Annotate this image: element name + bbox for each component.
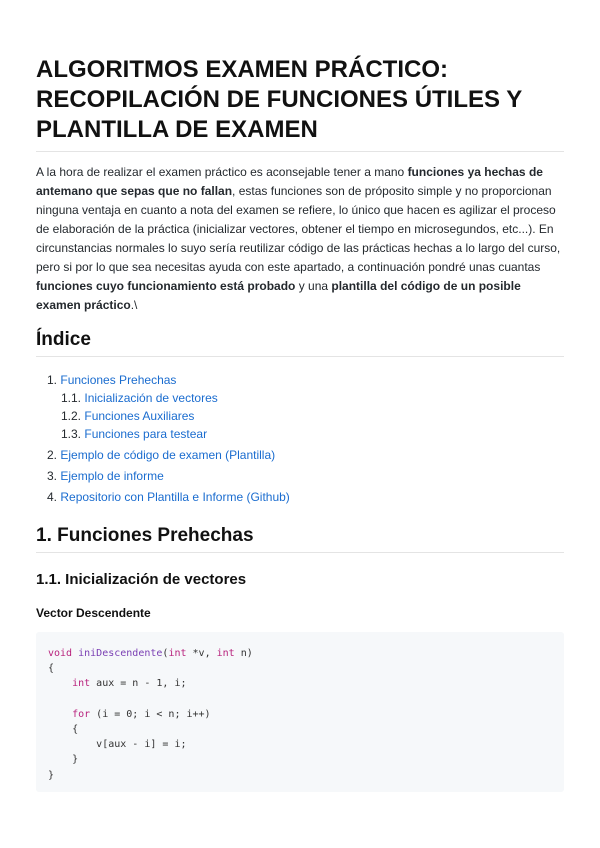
- toc-item-2: 2. Ejemplo de código de examen (Plantilla): [47, 448, 276, 462]
- title-divider: [36, 151, 564, 152]
- toc-item-3: 3. Ejemplo de informe: [47, 469, 164, 483]
- index-divider: [36, 356, 564, 357]
- section-1-1-heading: 1.1. Inicialización de vectores: [36, 571, 247, 588]
- code-block: void iniDescendente(int *v, int n) { int aux = n - 1, i; for (i = 0; i < n; i++) { v[aux - i] = i; } }: [36, 632, 564, 792]
- toc-item-1: 1. Funciones Prehechas: [47, 373, 177, 387]
- section-1-divider: [36, 552, 564, 553]
- intro-paragraph: A la hora de realizar el examen práctico es aconsejable tener a mano funciones ya hechas de antemano que sepas que no fallan, estas funciones son de próposito simple y no proporcionan ninguna ventaja en cuanto a nota del examen se refiere, lo único que hacen es agilizar el proceso de elaboración de la práctica (inicializar vectores, obtener el tiempo en microsegundos, etc...). En circunstancias normales lo suyo sería reutilizar código de las prácticas hechas a lo largo del curso, pero si por lo que sea necesitas ayuda con este apartado, a continuación pondré unas cuantas funciones cuyo funcionamiento está probado y una plantilla del código de un posible examen práctico.\: [36, 165, 561, 312]
- index-heading: Índice: [36, 329, 91, 350]
- toc-link-plantilla[interactable]: Ejemplo de código de examen (Plantilla): [60, 448, 276, 462]
- intro-bold: funciones cuyo funcionamiento está probado: [36, 279, 296, 293]
- title-line: PLANTILLA DE EXAMEN: [36, 116, 318, 143]
- intro-bold: plantilla del código de un posible examen práctico: [36, 279, 521, 312]
- toc-item-4: 4. Repositorio con Plantilla e Informe (Github): [47, 490, 290, 504]
- toc-link-funciones-auxiliares[interactable]: Funciones Auxiliares: [84, 409, 195, 423]
- vector-descendente-heading: Vector Descendente: [36, 606, 151, 620]
- toc-link-repositorio[interactable]: Repositorio con Plantilla e Informe (Github): [60, 490, 290, 504]
- intro-bold: funciones ya hechas de antemano que sepas que no fallan: [36, 165, 543, 198]
- toc-item-1-3: 1.3. Funciones para testear: [61, 427, 208, 441]
- toc-link-funciones-prehechas[interactable]: Funciones Prehechas: [60, 373, 177, 387]
- toc-link-funciones-testear[interactable]: Funciones para testear: [84, 427, 208, 441]
- toc-link-inicializacion-vectores[interactable]: Inicialización de vectores: [84, 391, 218, 405]
- section-1-heading: 1. Funciones Prehechas: [36, 525, 254, 546]
- toc-item-1-2: 1.2. Funciones Auxiliares: [61, 409, 195, 423]
- toc-item-1-1: 1.1. Inicialización de vectores: [61, 391, 218, 405]
- document-title: [36, 55, 566, 145]
- title-line: RECOPILACIÓN DE FUNCIONES ÚTILES Y: [36, 86, 523, 113]
- toc-link-informe[interactable]: Ejemplo de informe: [60, 469, 164, 483]
- title-line: ALGORITMOS EXAMEN PRÁCTICO:: [36, 56, 448, 83]
